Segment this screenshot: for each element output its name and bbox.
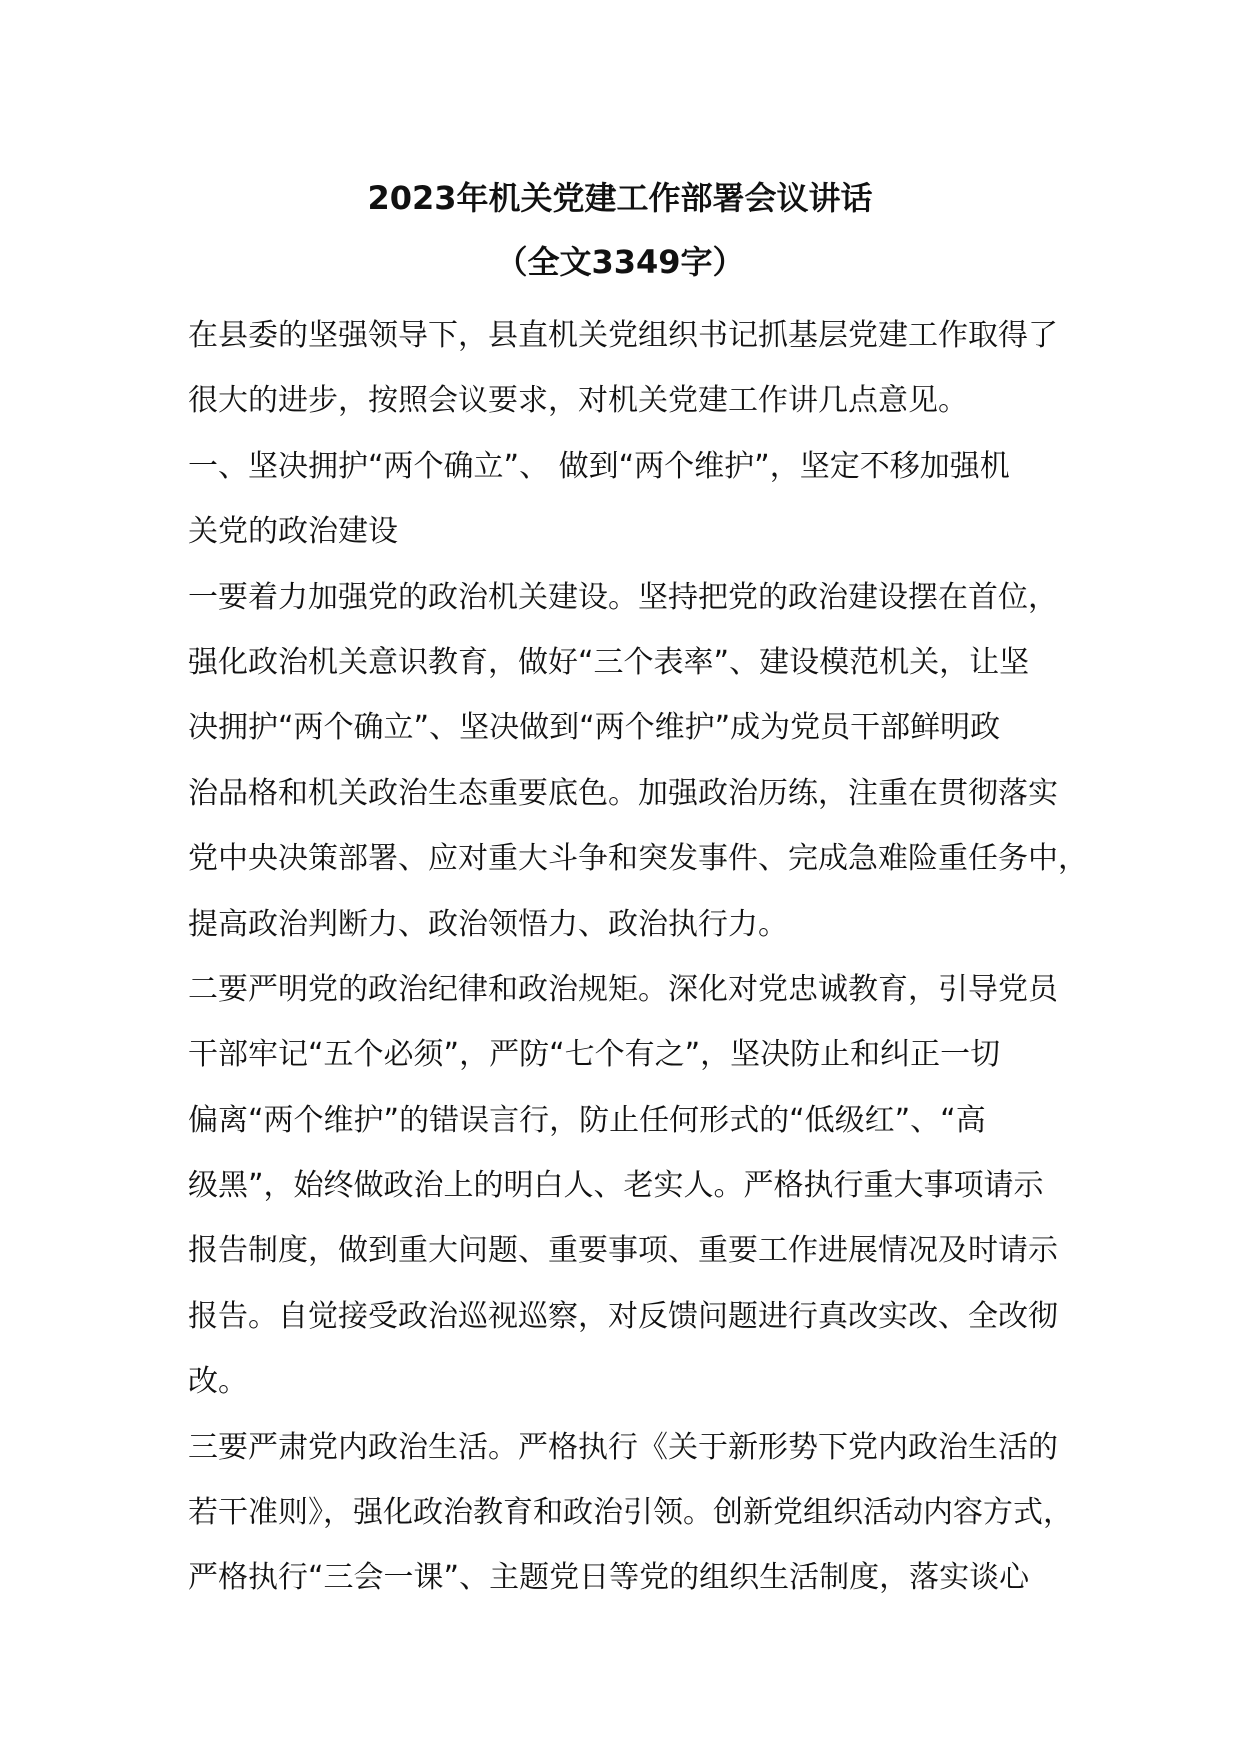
text-line: 报告制度，做到重大问题、重要事项、重要工作进展情况及时请示 [188, 1233, 1058, 1269]
text-line: 一、坚决拥护“两个确立”、 做到“两个维护”，坚定不移加强机 [188, 448, 1010, 484]
text-line: 强化政治机关意识教育，做好“三个表率”、建设模范机关，让坚 [188, 644, 1030, 680]
text-line: 严格执行“三会一课”、主题党日等党的组织生活制度，落实谈心 [188, 1560, 1030, 1596]
text-line: 提高政治判断力、政治领悟力、政治执行力。 [188, 906, 788, 942]
text-line: 若干准则》，强化政治教育和政治引领。创新党组织活动内容方式， [188, 1495, 1073, 1531]
document-subtitle: （全文3349字） [495, 243, 745, 281]
text-line: 改。 [188, 1364, 248, 1400]
text-line: 二要严明党的政治纪律和政治规矩。深化对党忠诚教育，引导党员 [188, 971, 1058, 1007]
document-body [188, 303, 1088, 1611]
text-line: 级黑”，始终做政治上的明白人、老实人。严格执行重大事项请示 [188, 1168, 1044, 1204]
text-line: 决拥护“两个确立”、坚决做到“两个维护”成为党员干部鲜明政 [188, 710, 1001, 746]
document-title: 2023年机关党建工作部署会议讲话 [367, 179, 873, 217]
text-line: 治品格和机关政治生态重要底色。加强政治历练，注重在贯彻落实 [188, 775, 1058, 811]
text-line: 一要着力加强党的政治机关建设。坚持把党的政治建设摆在首位， [188, 579, 1058, 615]
text-line: 干部牢记“五个必须”，严防“七个有之”，坚决防止和纠正一切 [188, 1037, 1001, 1073]
text-line: 关党的政治建设 [188, 514, 398, 550]
text-line: 报告。自觉接受政治巡视巡察，对反馈问题进行真改实改、全改彻 [188, 1298, 1058, 1334]
text-line: 偏离“两个维护”的错误言行，防止任何形式的“低级红”、“高 [188, 1102, 986, 1138]
text-line: 很大的进步，按照会议要求，对机关党建工作讲几点意见。 [188, 383, 968, 419]
text-line: 党中央决策部署、应对重大斗争和突发事件、完成急难险重任务中， [188, 841, 1088, 877]
text-line: 三要严肃党内政治生活。严格执行《关于新形势下党内政治生活的 [188, 1429, 1058, 1465]
text-line: 在县委的坚强领导下，县直机关党组织书记抓基层党建工作取得了 [188, 318, 1058, 353]
